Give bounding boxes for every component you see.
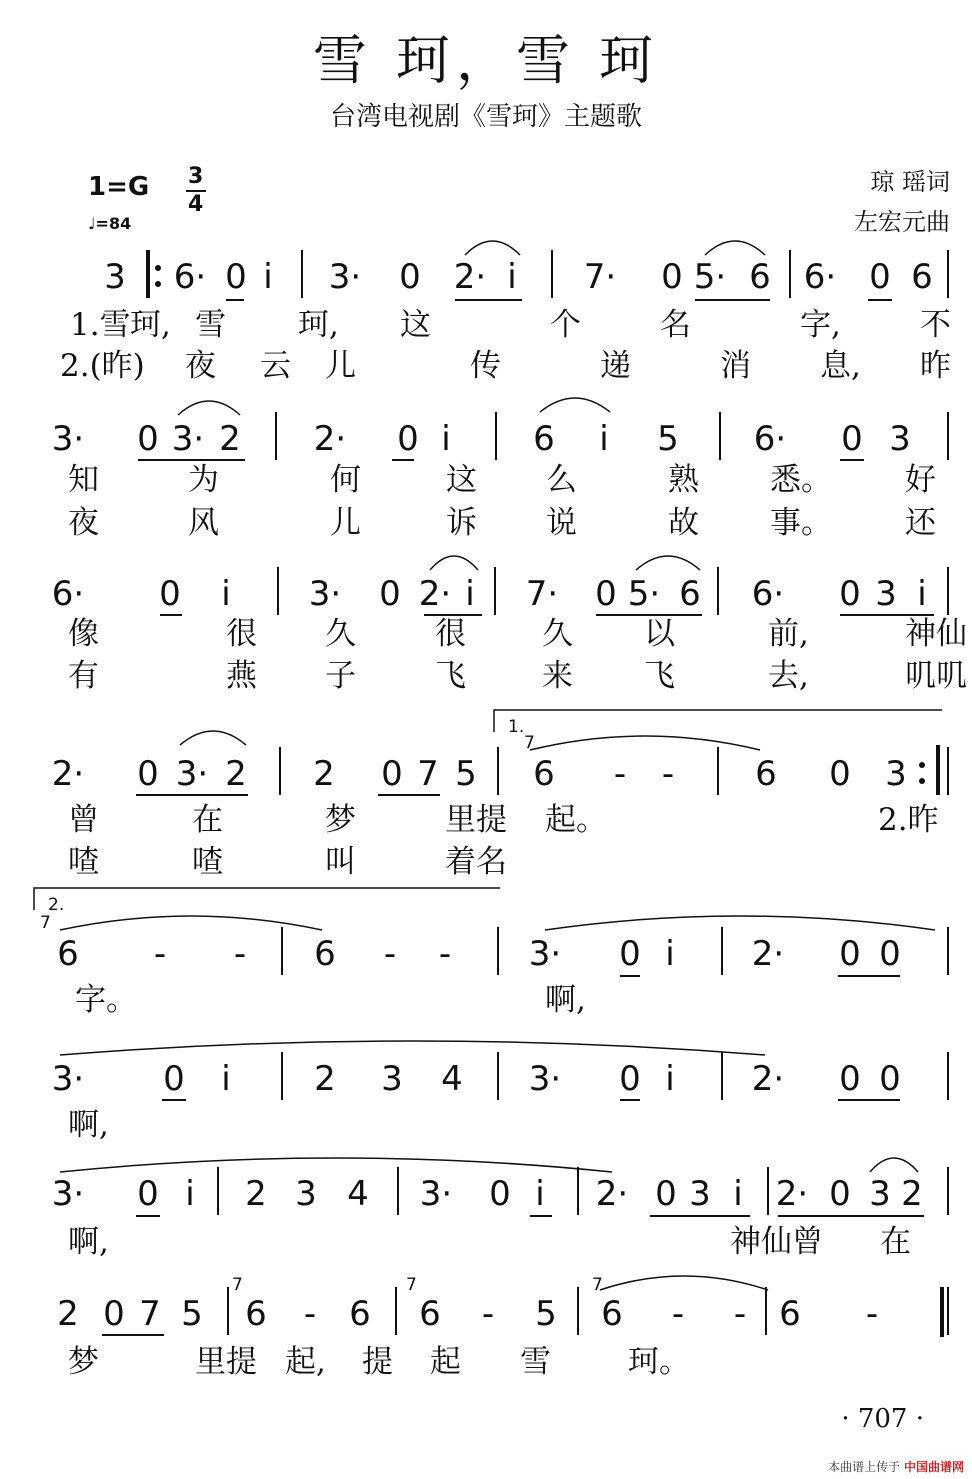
lyric-syllable: 里提 <box>445 802 507 838</box>
note: i <box>221 1059 231 1099</box>
note: 2· <box>751 934 785 974</box>
lyric-syllable: 叫 <box>325 844 356 880</box>
note: - <box>671 1294 685 1334</box>
note: - <box>303 1294 317 1334</box>
lyric-syllable: 久 <box>542 616 573 652</box>
lyric-syllable: 里提 <box>195 1344 257 1380</box>
note: 3 <box>889 419 911 459</box>
volta-bracket <box>34 888 500 910</box>
lyric-syllable: 有 <box>68 658 99 694</box>
note: 2· <box>418 574 452 614</box>
note: 3 <box>885 754 907 794</box>
lyric-syllable: 说 <box>546 505 577 541</box>
slur <box>636 556 700 570</box>
pickup-note: 3 <box>104 257 126 297</box>
note: 5 <box>535 1294 557 1334</box>
footer-site-name[interactable]: 中国曲谱网 <box>903 1460 964 1474</box>
note: - <box>733 1294 747 1334</box>
lyric-syllable: 喳 <box>68 844 99 880</box>
note: 2 <box>245 1174 267 1214</box>
note: 7· <box>525 574 559 614</box>
repeat-end-dot <box>919 762 925 768</box>
lyric-syllable: 不 <box>920 307 951 343</box>
lyric-syllable: 起 <box>430 1344 461 1380</box>
note: i <box>665 934 675 974</box>
note: i <box>599 419 609 459</box>
lyric-syllable: 递 <box>600 348 631 384</box>
note: 3 <box>875 574 897 614</box>
lyric-syllable: 久 <box>325 616 356 652</box>
key-signature: 1=G <box>88 172 150 202</box>
note: 2 <box>313 754 335 794</box>
note: - <box>865 1294 879 1334</box>
note: 0 <box>655 1174 677 1214</box>
note: 6 <box>245 1294 267 1334</box>
note: 3 <box>869 1174 891 1214</box>
lyric-syllable: 啊, <box>68 1107 109 1143</box>
lyric-syllable: 飞 <box>644 658 675 694</box>
lyric-syllable: 燕 <box>226 658 257 694</box>
lyric-syllable: 前, <box>768 616 809 652</box>
note: 6· <box>753 419 787 459</box>
footer-credit <box>828 1458 964 1475</box>
note: 0 <box>839 574 861 614</box>
note: 0 <box>869 257 891 297</box>
note: 0 <box>489 1174 511 1214</box>
note: 6 <box>57 934 79 974</box>
note: i <box>665 1059 675 1099</box>
slur <box>870 1158 918 1172</box>
lyric-syllable: 传 <box>470 348 501 384</box>
note: 0 <box>381 754 403 794</box>
grace-note: 7 <box>40 913 51 933</box>
lyric-syllable: 子 <box>325 658 356 694</box>
lyric-syllable: 珂, <box>130 307 171 343</box>
note: 3· <box>51 1059 85 1099</box>
slur <box>530 736 760 750</box>
repeat-dot <box>155 265 161 271</box>
lyric-syllable: 雪 <box>520 1344 551 1380</box>
lyric-syllable: 字。 <box>75 982 137 1018</box>
lyric-syllable: 叽叽 <box>905 658 967 694</box>
note: 2 <box>219 419 241 459</box>
note: - <box>438 934 452 974</box>
lyric-syllable: 诉 <box>446 505 477 541</box>
lyric-syllable: 息, <box>820 348 861 384</box>
note: 2 <box>225 754 247 794</box>
lyric-syllable: 去, <box>768 658 809 694</box>
lyric-syllable: 字, <box>800 307 841 343</box>
note: - <box>661 754 675 794</box>
grace-note: 7 <box>524 733 535 753</box>
lyric-syllable: 夜 <box>68 505 99 541</box>
note: - <box>153 934 167 974</box>
lyric-syllable: 珂, <box>298 307 339 343</box>
lyric-syllable: 悉。 <box>770 462 832 498</box>
note: 6· <box>51 574 85 614</box>
note: i <box>185 1174 195 1214</box>
note: 0 <box>103 1294 125 1334</box>
note: 0 <box>829 754 851 794</box>
lyric-syllable: 在 <box>880 1224 911 1260</box>
note: 0 <box>137 419 159 459</box>
lyric-syllable: 名 <box>660 307 691 343</box>
lyric-syllable: 着名 <box>445 844 507 880</box>
lyric-syllable: 夜 <box>185 348 216 384</box>
lyric-syllable: 起。 <box>545 802 607 838</box>
lyric-syllable: 2.昨 <box>878 802 939 838</box>
lyric-syllable: 曾 <box>68 802 99 838</box>
note: 0 <box>163 1059 185 1099</box>
lyric-syllable: 很 <box>435 616 466 652</box>
grace-note: 7 <box>232 1275 243 1295</box>
lyric-syllable: 梦 <box>325 802 356 838</box>
slur <box>545 916 935 930</box>
lyric-syllable: 提 <box>362 1344 393 1380</box>
lyric-syllable: 消 <box>720 348 751 384</box>
note: 2 <box>57 1294 79 1334</box>
lyric-syllable: 来 <box>542 658 573 694</box>
note: 0 <box>137 1174 159 1214</box>
lyric-syllable: 啊, <box>68 1224 109 1260</box>
lyric-syllable: 这 <box>446 462 477 498</box>
lyric-syllable: 在 <box>192 802 223 838</box>
note: - <box>233 934 247 974</box>
note: 3· <box>171 419 205 459</box>
note: 0 <box>397 419 419 459</box>
lyric-syllable: 珂。 <box>628 1344 690 1380</box>
note: 6 <box>314 934 336 974</box>
lyric-syllable: 儿 <box>325 348 356 384</box>
lyric-syllable: 好 <box>905 462 936 498</box>
lyric-syllable: 很 <box>226 616 257 652</box>
slur <box>60 1158 612 1172</box>
lyric-syllable: 知 <box>68 462 99 498</box>
note: 2· <box>775 1174 809 1214</box>
lyric-syllable: 以 <box>644 616 675 652</box>
note: 0 <box>595 574 617 614</box>
lyric-syllable: 像 <box>68 616 99 652</box>
note: 3· <box>528 1059 562 1099</box>
note: 2· <box>453 257 487 297</box>
note: 6 <box>779 1294 801 1334</box>
lyric-syllable: 云 <box>260 348 291 384</box>
grace-note: 7 <box>592 1275 603 1295</box>
note: 5· <box>693 257 727 297</box>
note: 5 <box>657 419 679 459</box>
note: 6 <box>533 754 555 794</box>
note: 3· <box>51 1174 85 1214</box>
slur <box>540 398 610 412</box>
note: - <box>613 754 627 794</box>
note: i <box>441 419 451 459</box>
note: 6· <box>751 574 785 614</box>
lyric-syllable: 熟 <box>668 462 699 498</box>
note: i <box>263 257 273 297</box>
lyric-syllable: 喳 <box>192 844 223 880</box>
repeat-dot <box>155 281 161 287</box>
note: 0 <box>379 574 401 614</box>
note: 0 <box>841 419 863 459</box>
slur <box>180 731 246 745</box>
note: 3· <box>51 419 85 459</box>
lyric-syllable: 何 <box>330 462 361 498</box>
repeat-end-dot <box>919 778 925 784</box>
song-subtitle: 台湾电视剧《雪珂》主题歌 <box>329 102 642 132</box>
note: i <box>221 574 231 614</box>
note: 2· <box>313 419 347 459</box>
slur <box>178 401 240 415</box>
note: 3· <box>308 574 342 614</box>
note: 3 <box>689 1174 711 1214</box>
note: 4 <box>441 1059 463 1099</box>
lyricist-credit: 琼 瑶词 <box>870 168 950 196</box>
note: i <box>535 1174 545 1214</box>
note: 2· <box>51 754 85 794</box>
slur <box>465 241 520 255</box>
note: 0 <box>225 257 247 297</box>
note: 0 <box>879 934 901 974</box>
note: 6 <box>755 754 777 794</box>
note: 3· <box>175 754 209 794</box>
lyric-syllable: 1.雪 <box>70 307 131 343</box>
tempo-marking: ♩=84 <box>88 214 132 233</box>
note: 5 <box>455 754 477 794</box>
note: 3· <box>328 257 362 297</box>
volta-number: 2. <box>48 895 65 915</box>
lyric-syllable: 还 <box>905 505 936 541</box>
lyric-syllable: 故 <box>668 505 699 541</box>
note: - <box>383 934 397 974</box>
lyric-syllable: 雪 <box>195 307 226 343</box>
note: 6· <box>173 257 207 297</box>
note: 0 <box>399 257 421 297</box>
note: i <box>917 574 927 614</box>
lyric-syllable: 起, <box>285 1344 326 1380</box>
lyric-syllable: 啊, <box>545 982 586 1018</box>
footer-uploaded-text: 本曲谱上传于 <box>828 1460 901 1474</box>
note: 0 <box>829 1174 851 1214</box>
note: 0 <box>661 257 683 297</box>
note: 0 <box>619 934 641 974</box>
note: 3· <box>528 934 562 974</box>
note: 6 <box>679 574 701 614</box>
note: 0 <box>879 1059 901 1099</box>
slur <box>430 556 478 570</box>
lyric-syllable: 飞 <box>435 658 466 694</box>
note: 7· <box>583 257 617 297</box>
lyric-syllable: 神仙曾 <box>730 1224 823 1260</box>
lyric-syllable: 为 <box>188 462 219 498</box>
grace-note: 7 <box>406 1275 417 1295</box>
note: 7 <box>417 754 439 794</box>
lyric-syllable: 么 <box>546 462 577 498</box>
note: i <box>507 257 517 297</box>
note: 4 <box>347 1174 369 1214</box>
note: 2· <box>751 1059 785 1099</box>
note: 3· <box>419 1174 453 1214</box>
note: 6 <box>911 257 933 297</box>
slur <box>705 241 765 255</box>
lyric-syllable: 神仙 <box>905 616 967 652</box>
note: 5 <box>181 1294 203 1334</box>
note: i <box>465 574 475 614</box>
lyric-syllable: 昨 <box>920 348 951 384</box>
lyric-syllable: 2.(昨) <box>60 348 145 384</box>
lyric-syllable: 个 <box>550 307 581 343</box>
note: 2· <box>595 1174 629 1214</box>
lyric-syllable: 这 <box>400 307 431 343</box>
composer-credit: 左宏元曲 <box>854 208 950 236</box>
note: 6 <box>601 1294 623 1334</box>
slur <box>60 1041 765 1055</box>
lyric-syllable: 梦 <box>68 1344 99 1380</box>
note: - <box>481 1294 495 1334</box>
note: 5· <box>627 574 661 614</box>
note: 7 <box>139 1294 161 1334</box>
song-title: 雪 珂，雪 珂 <box>312 29 660 92</box>
page-number: · 707 · <box>841 1404 924 1434</box>
volta-number: 1. <box>508 717 525 737</box>
note: 2 <box>314 1059 336 1099</box>
note: 0 <box>839 934 861 974</box>
note: 0 <box>839 1059 861 1099</box>
note: 6 <box>349 1294 371 1334</box>
note: 6 <box>419 1294 441 1334</box>
note: 0 <box>159 574 181 614</box>
time-signature-bottom: 4 <box>188 192 204 217</box>
note: 3 <box>295 1174 317 1214</box>
note: 2 <box>901 1174 923 1214</box>
note: 6 <box>533 419 555 459</box>
note: 6· <box>803 257 837 297</box>
note: 6 <box>749 257 771 297</box>
lyric-syllable: 事。 <box>770 505 832 541</box>
lyric-syllable: 儿 <box>330 505 361 541</box>
note: i <box>733 1174 743 1214</box>
volta-bracket <box>494 710 942 732</box>
note: 3 <box>381 1059 403 1099</box>
note: 0 <box>619 1059 641 1099</box>
slur <box>600 1276 768 1290</box>
note: 0 <box>137 754 159 794</box>
lyric-syllable: 风 <box>188 505 219 541</box>
time-signature-top: 3 <box>188 164 204 189</box>
